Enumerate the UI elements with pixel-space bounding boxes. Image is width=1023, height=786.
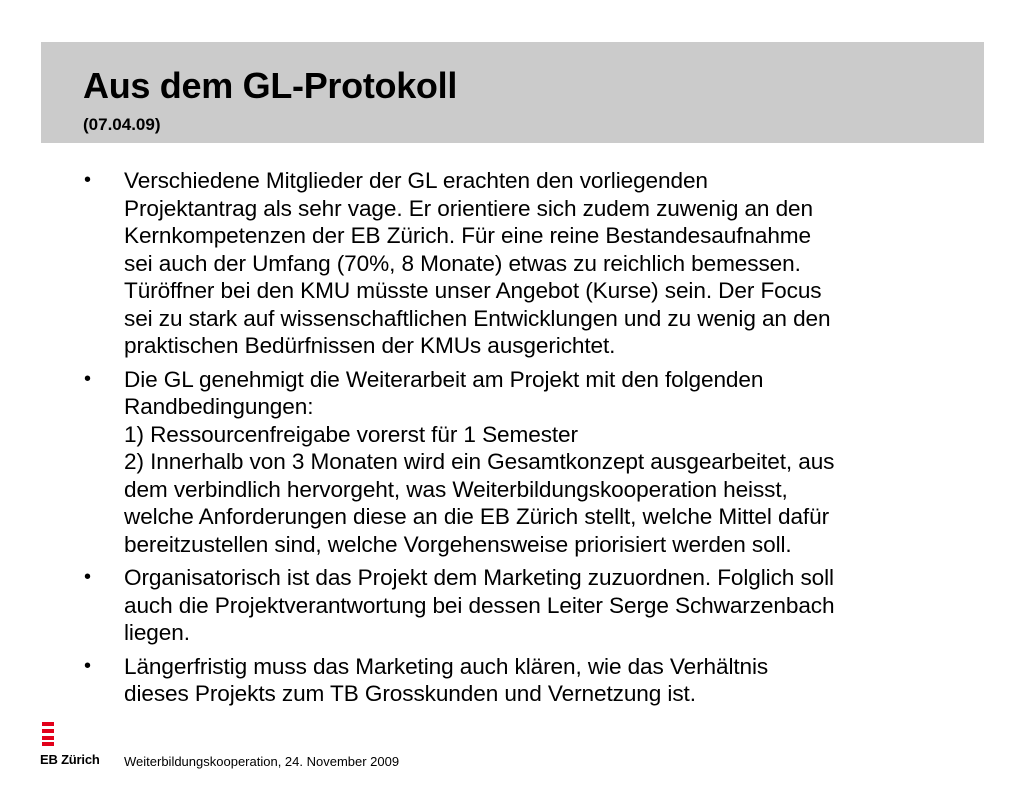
bullet-line: Randbedingungen: — [124, 394, 314, 419]
bullet-line: praktischen Bedürfnissen der KMUs ausgerichtet. — [124, 333, 616, 358]
bullet-list — [83, 167, 963, 714]
bullet-item — [83, 366, 963, 559]
bullet-icon: • — [84, 566, 92, 588]
slide-date: (07.04.09) — [83, 115, 161, 134]
bullet-item — [83, 167, 963, 360]
eb-zurich-logo — [40, 722, 100, 768]
footer-text: Weiterbildungskooperation, 24. November 2009 — [124, 754, 400, 769]
bullet-line: Längerfristig muss das Marketing auch klären, wie das Verhältnis — [124, 653, 769, 679]
bullet-line: dieses Projekts zum TB Grosskunden und Vernetzung ist. — [124, 681, 696, 706]
bullet-line: Kernkompetenzen der EB Zürich. Für eine reine Bestandesaufnahme — [124, 223, 811, 248]
bullet-line: liegen. — [124, 620, 190, 645]
bullet-icon: • — [84, 169, 92, 191]
bullet-line: 1) Ressourcenfreigabe vorerst für 1 Semester — [124, 421, 578, 447]
bullet-line: Verschiedene Mitglieder der GL erachten den vorliegenden — [124, 168, 708, 193]
bullet-line: 2) Innerhalb von 3 Monaten wird ein Gesamtkonzept ausgearbeitet, aus — [124, 449, 835, 474]
bullet-line: Projektantrag als sehr vage. Er orientiere sich zudem zuwenig an den — [124, 195, 813, 221]
bullet-icon: • — [84, 654, 92, 677]
bullet-line: welche Anforderungen diese an die EB Zürich stellt, welche Mittel dafür — [124, 504, 829, 529]
logo-text: EB Zürich — [40, 752, 100, 767]
bullet-item — [83, 564, 963, 647]
bullet-line: bereitzustellen sind, welche Vorgehensweise priorisiert werden soll. — [124, 531, 792, 557]
bullet-icon: • — [84, 367, 92, 390]
bullet-item — [83, 653, 963, 708]
bullet-line: sei auch der Umfang (70%, 8 Monate) etwas zu reichlich bemessen. — [124, 250, 801, 276]
bullet-line: Die GL genehmigt die Weiterarbeit am Projekt mit den folgenden — [124, 366, 764, 392]
bullet-line: dem verbindlich hervorgeht, was Weiterbildungskooperation heisst, — [124, 476, 788, 502]
bullet-line: auch die Projektverantwortung bei dessen Leiter Serge Schwarzenbach — [124, 592, 835, 618]
bullet-line: Türöffner bei den KMU müsste unser Angebot (Kurse) sein. Der Focus — [124, 278, 822, 303]
bullet-line: sei zu stark auf wissenschaftlichen Entwicklungen und zu wenig an den — [124, 305, 831, 331]
logo-bars-icon — [42, 722, 54, 746]
bullet-line: Organisatorisch ist das Projekt dem Marketing zuzuordnen. Folglich soll — [124, 565, 834, 590]
slide-title: Aus dem GL-Protokoll — [83, 65, 458, 106]
